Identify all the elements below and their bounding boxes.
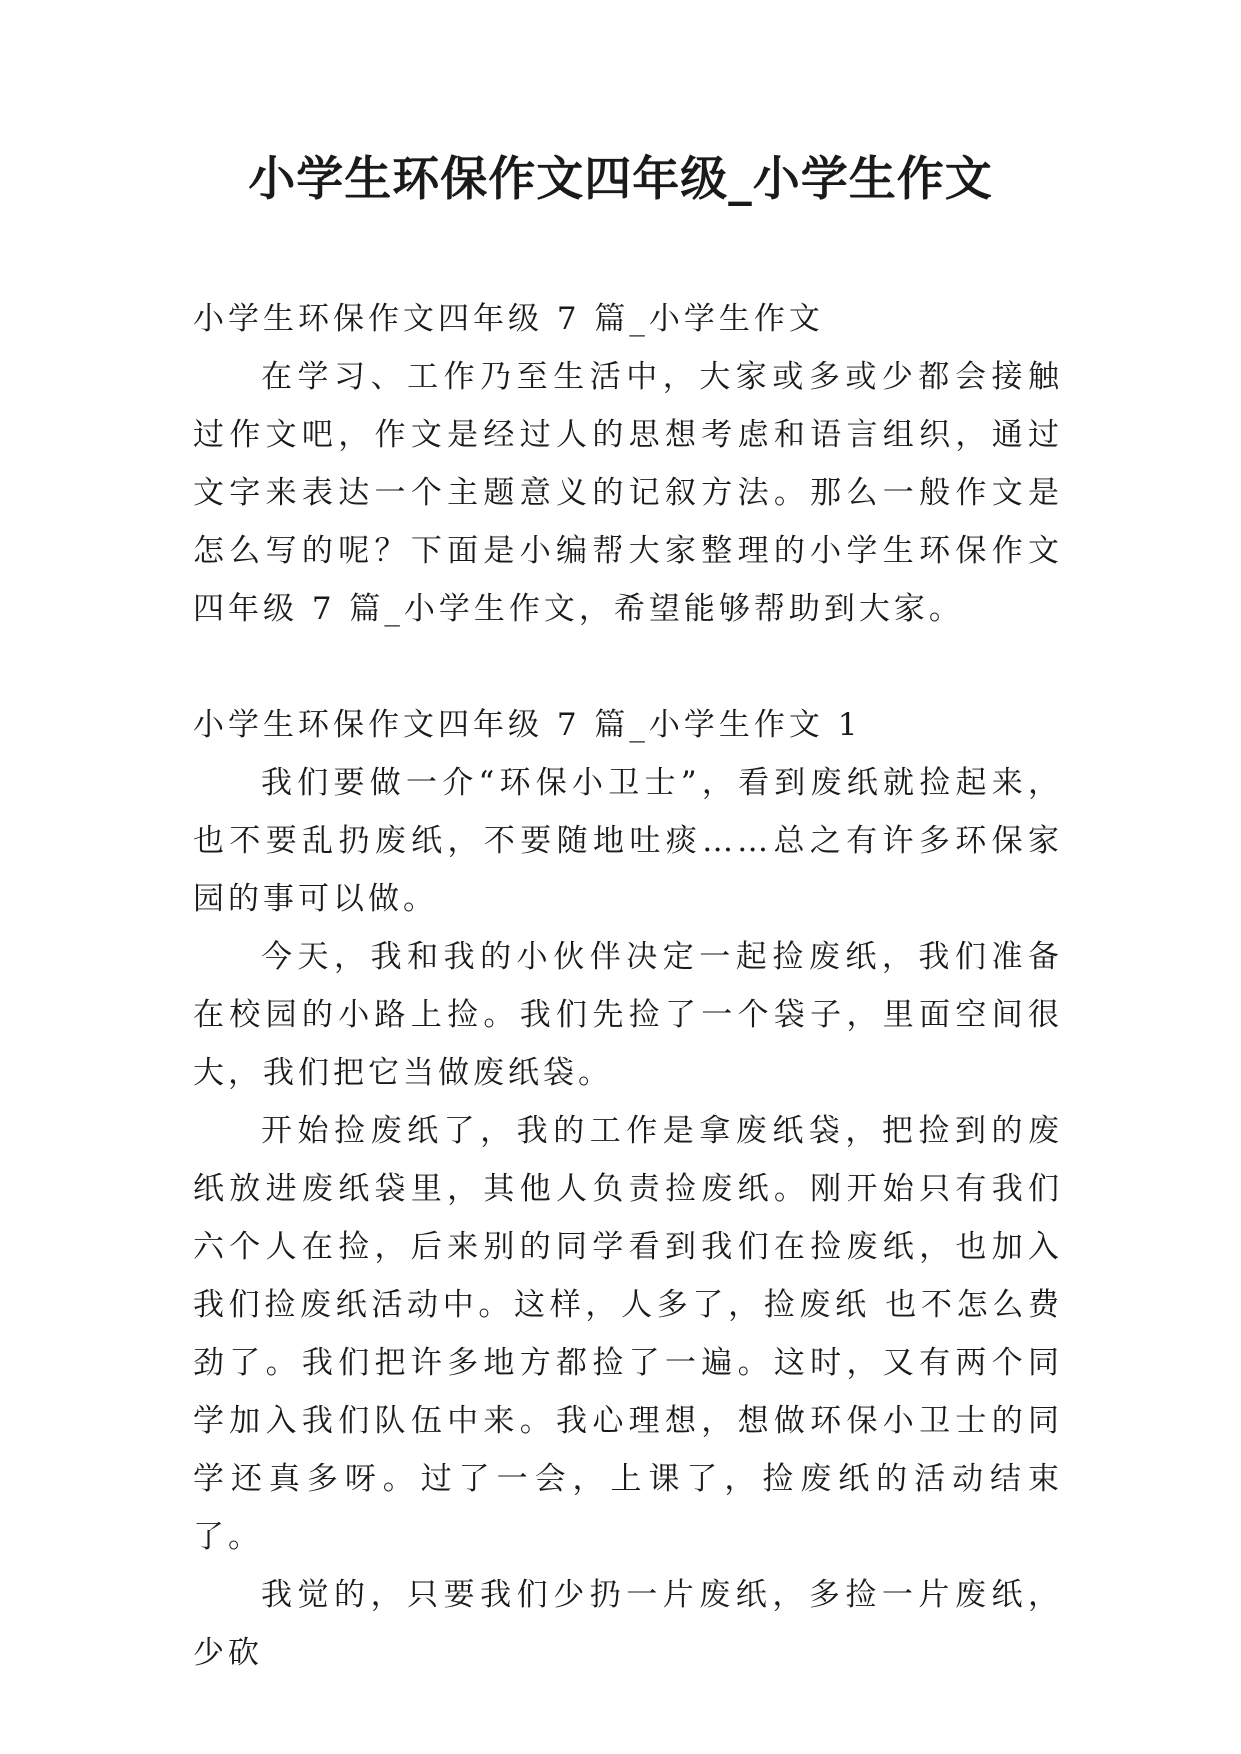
body-paragraph: 我们要做一介“环保小卫士”，看到废纸就捡起来，也不要乱扔废纸，不要随地吐痰……总之有许多环保家园的事可以做。	[193, 765, 1063, 917]
intro-heading: 小学生环保作文四年级 7 篇_小学生作文	[193, 301, 824, 337]
body-paragraph: 我觉的，只要我们少扔一片废纸，多捡一片废纸，少砍	[193, 1577, 1063, 1671]
body-paragraph: 今天，我和我的小伙伴决定一起捡废纸，我们准备在校园的小路上捡。我们先捡了一个袋子，里面空间很大，我们把它当做废纸袋。	[193, 939, 1063, 1091]
section-heading: 小学生环保作文四年级 7 篇_小学生作文 1	[193, 707, 862, 743]
section-spacer	[193, 638, 1063, 696]
body-paragraph: 开始捡废纸了，我的工作是拿废纸袋，把捡到的废纸放进废纸袋里，其他人负责捡废纸。刚开始只有我们六个人在捡，后来别的同学看到我们在捡废纸，也加入我们捡废纸活动中。这样，人多了，捡废纸 也不怎么费劲了。我们把许多地方都捡了一遍。这时，又有两个同学加入我们队伍中来。我心理想，想做环保小卫士的同学还真多呀。过了一会，上课了，捡废纸的活动结束了。	[193, 1113, 1063, 1555]
document-title: 小学生环保作文四年级_小学生作文	[248, 152, 993, 207]
intro-paragraph: 在学习、工作乃至生活中，大家或多或少都会接触过作文吧，作文是经过人的思想考虑和语言组织，通过文字来表达一个主题意义的记叙方法。那么一般作文是怎么写的呢？下面是小编帮大家整理的小学生环保作文四年级 7 篇_小学生作文，希望能够帮助到大家。	[193, 359, 1063, 627]
document-body	[193, 290, 1063, 1682]
